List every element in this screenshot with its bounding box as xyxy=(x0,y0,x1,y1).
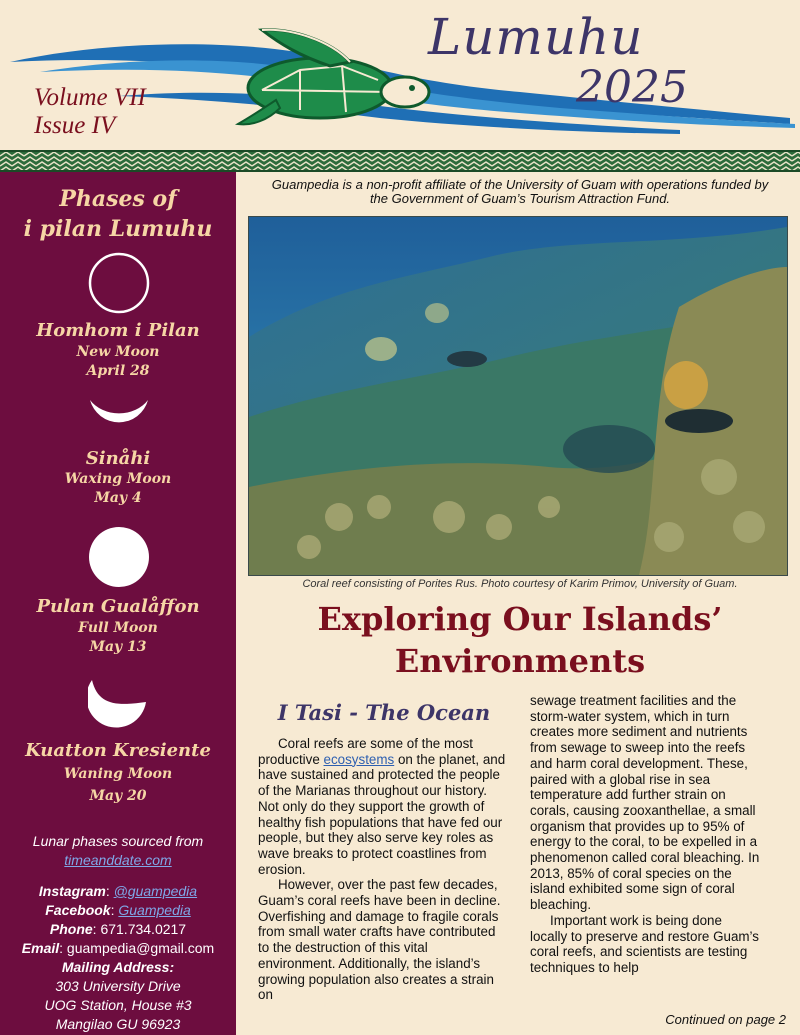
section-subhead: I Tasi - The Ocean xyxy=(277,700,491,725)
phase-type-full-moon: Full Moon xyxy=(78,620,158,636)
full-moon-icon xyxy=(88,526,150,588)
paragraph-1: Coral reefs are some of the most productive ecosystems on the planet, and have sustained and protected the people of the Marianas throughout our history. Not only do they support the growth of healthy fish populations that have fed our people, but they also serve key roles as wave breaks to protect coastlines from erosion. xyxy=(258,736,506,877)
phase-date-full-moon: May 13 xyxy=(89,639,147,655)
headline-line1: Exploring Our Islands’ xyxy=(317,600,723,638)
paragraph-3: sewage treatment facilities and the storm-water system, which in turn creates more sediment and nutrients from sewage to sweep into the reefs and harm coral development. These, paired with a global rise in sea temperature add further strain on corals, causing zooxanthellae, a small organism that provides up to 95% of energy to the coral, to be expelled in a phenomenon called coral bleaching. In 2013, 85% of coral species on the island exhibited some sign of coral bleaching. xyxy=(530,693,760,913)
headline-line2: Environments xyxy=(394,642,646,680)
phone-line: Phone: 671.734.0217 xyxy=(49,921,187,937)
phase-name-waxing-moon: Sinåhi xyxy=(85,448,151,469)
phase-type-waxing-moon: Waxing Moon xyxy=(64,471,172,487)
address-line3: Mangilao GU 96923 xyxy=(55,1016,181,1032)
instagram-line: Instagram: @guampedia xyxy=(38,883,198,899)
address-line1: 303 University Drive xyxy=(55,978,181,994)
phase-name-new-moon: Homhom i Pilan xyxy=(36,320,200,341)
affiliate-statement xyxy=(240,178,800,206)
coral-reef-photo xyxy=(248,216,788,576)
volume-label: Volume VII xyxy=(34,84,146,111)
phase-name-waning-moon: Kuatton Kresiente xyxy=(25,740,211,761)
phase-date-waxing-moon: May 4 xyxy=(94,490,142,506)
phase-date-new-moon: April 28 xyxy=(86,363,150,379)
email-value[interactable]: guampedia@gmail.com xyxy=(66,940,215,956)
article-column-1 xyxy=(258,736,508,1003)
decorative-pattern-band xyxy=(0,150,800,172)
email-line: Email: guampedia@gmail.com xyxy=(21,940,215,956)
masthead-year: 2025 xyxy=(576,62,688,113)
facebook-label: Facebook xyxy=(45,902,111,918)
lunar-source-text: Lunar phases sourced from xyxy=(32,833,204,849)
waxing-crescent-icon xyxy=(88,398,150,442)
affiliate-line2: the Government of Guam’s Tourism Attraction Fund. xyxy=(369,191,671,206)
mailing-label: Mailing Address xyxy=(61,959,170,975)
lunar-source-link-wrap xyxy=(0,851,236,870)
waning-moon-icon xyxy=(88,676,150,736)
article-headline xyxy=(250,598,790,682)
continued-note: Continued on page 2 xyxy=(665,1012,786,1027)
affiliate-line1: Guampedia is a non-profit affiliate of the University of Guam with operations funded by xyxy=(271,177,769,192)
sidebar-title-line2: i pilan Lumuhu xyxy=(23,216,213,242)
phone-value: 671.734.0217 xyxy=(100,921,187,937)
paragraph-2: However, over the past few decades, Guam’s coral reefs have been in decline. Overfishing and damage to fragile corals from small water crafts have contributed to the destruction of this vital environment. Additionally, the island’s growing population also creates a strain on xyxy=(258,877,501,1003)
issue-label: Issue IV xyxy=(34,112,116,139)
facebook-link[interactable]: Guampedia xyxy=(118,902,191,918)
instagram-link[interactable]: @guampedia xyxy=(113,883,198,899)
masthead xyxy=(0,0,800,150)
facebook-line: Facebook: Guampedia xyxy=(45,902,191,918)
timeanddate-link[interactable]: timeanddate.com xyxy=(64,852,172,868)
phase-type-new-moon: New Moon xyxy=(76,344,160,360)
volume-issue xyxy=(34,84,146,140)
phase-date-waning-moon: May 20 xyxy=(89,788,147,804)
phase-name-full-moon: Pulan Gualåffon xyxy=(36,596,200,617)
mailing-line: Mailing Address: xyxy=(61,959,175,975)
photo-caption: Coral reef consisting of Porites Rus. Photo courtesy of Karim Primov, University of Guam. xyxy=(302,578,738,590)
sidebar xyxy=(0,172,236,1035)
instagram-label: Instagram xyxy=(38,883,106,899)
email-label: Email xyxy=(21,940,60,956)
address-line2: UOG Station, House #3 xyxy=(44,997,192,1013)
paragraph-4: Important work is being done locally to preserve and restore Guam’s coral reefs, and scientists are testing techniques to help xyxy=(530,912,759,975)
article-column-2 xyxy=(530,693,760,976)
masthead-title: Lumuhu xyxy=(428,8,644,66)
phase-type-waning-moon: Waning Moon xyxy=(63,766,173,782)
phone-label: Phone xyxy=(49,921,93,937)
sidebar-title-line1: Phases of xyxy=(59,186,177,212)
ecosystems-link[interactable]: ecosystems xyxy=(323,751,395,767)
new-moon-icon xyxy=(88,252,150,314)
